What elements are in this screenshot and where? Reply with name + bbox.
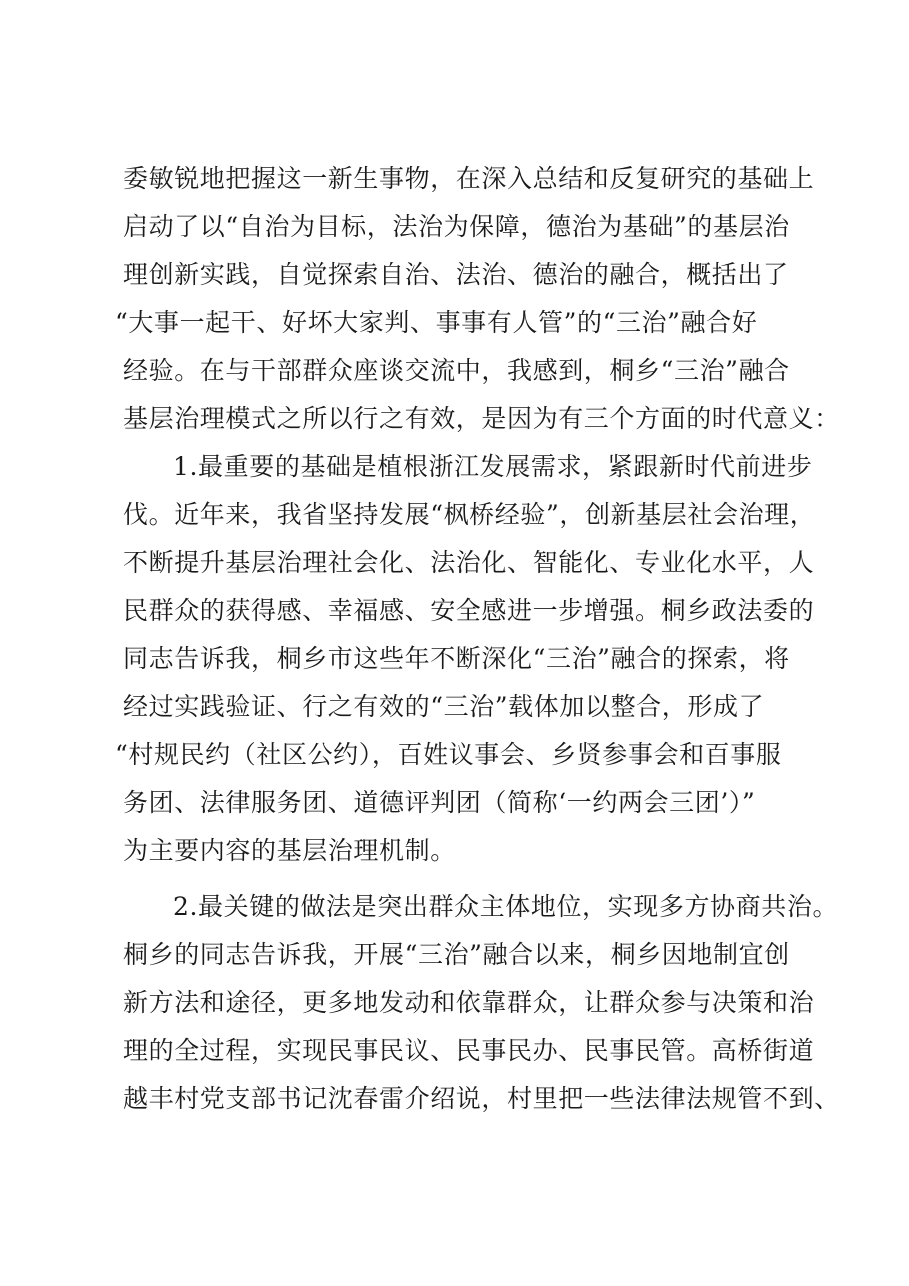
text-line: 伐。近年来，我省坚持发展“枫桥经验”，创新基层社会治理， xyxy=(123,500,816,529)
text-line: 民群众的获得感、幸福感、安全感进一步增强。桐乡政法委的 xyxy=(123,596,815,625)
text-line: 新方法和途径，更多地发动和依靠群众，让群众参与决策和治 xyxy=(123,988,815,1017)
text-line: 理创新实践，自觉探索自治、法治、德治的融合，概括出了 xyxy=(123,260,789,289)
text-line: 1.最重要的基础是植根浙江发展需求，紧跟新时代前进步 xyxy=(173,452,813,481)
text-line: “大事一起干、好坏大家判、事事有人管”的“三治”融合好 xyxy=(115,308,758,337)
text-line: 桐乡的同志告诉我，开展“三治”融合以来，桐乡因地制宜创 xyxy=(123,940,790,969)
text-line: 越丰村党支部书记沈春雷介绍说，村里把一些法律法规管不到、 xyxy=(123,1084,840,1113)
text-line: 理的全过程，实现民事民议、民事民办、民事民管。高桥街道 xyxy=(123,1036,815,1065)
text-line: 不断提升基层治理社会化、法治化、智能化、专业化水平，人 xyxy=(123,548,815,577)
text-line: 务团、法律服务团、道德评判团（简称‘一约两会三团’）” xyxy=(123,788,756,817)
text-line: 基层治理模式之所以行之有效，是因为有三个方面的时代意义： xyxy=(123,404,840,433)
text-line: 经过实践验证、行之有效的“三治”载体加以整合，形成了 xyxy=(123,692,765,721)
text-line: “村规民约（社区公约），百姓议事会、乡贤参事会和百事服 xyxy=(115,740,782,769)
text-line: 同志告诉我，桐乡市这些年不断深化“三治”融合的探索，将 xyxy=(123,644,790,673)
text-line: 委敏锐地把握这一新生事物，在深入总结和反复研究的基础上 xyxy=(123,164,815,193)
text-line: 经验。在与干部群众座谈交流中，我感到，桐乡“三治”融合 xyxy=(123,356,790,385)
text-line: 启动了以“自治为目标，法治为保障，德治为基础”的基层治 xyxy=(123,212,790,241)
text-line: 2.最关键的做法是突出群众主体地位，实现多方协商共治。 xyxy=(173,892,839,921)
text-line: 为主要内容的基层治理机制。 xyxy=(123,836,456,865)
